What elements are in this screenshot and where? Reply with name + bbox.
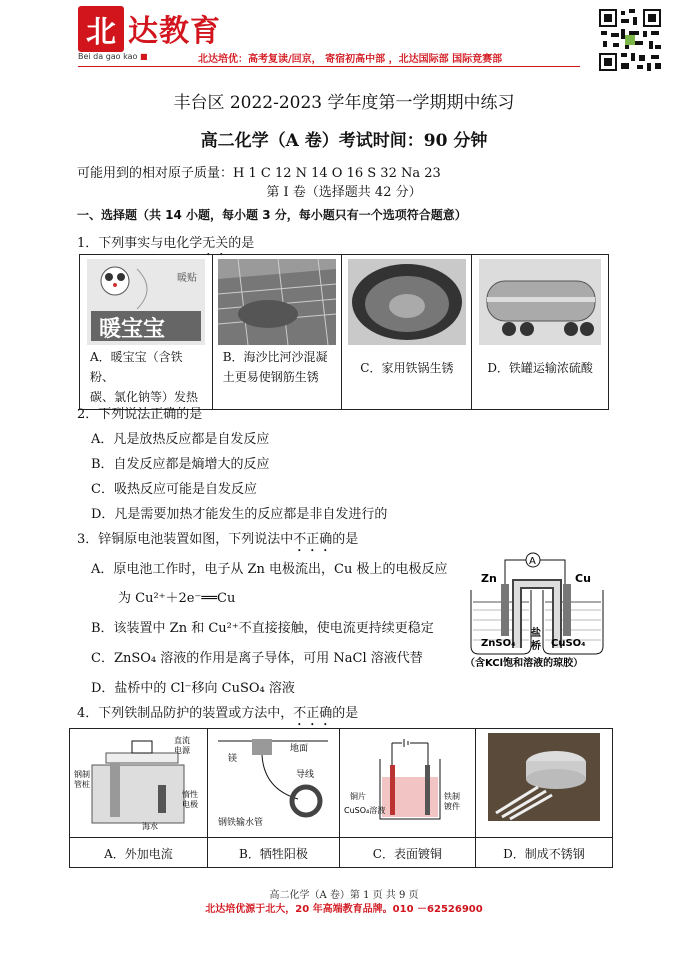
copper-plate-label: 铜片 — [349, 792, 366, 801]
q3-option-b[interactable]: B．该装置中 Zn 和 Cu²⁺不直接接触，使电流更持续更稳定 — [91, 621, 434, 636]
logo-name: 达教育 — [128, 14, 221, 49]
q1-option-a[interactable] — [80, 255, 213, 410]
q4-figure-c[interactable] — [339, 729, 475, 838]
q1-option-c[interactable] — [342, 255, 472, 410]
hand-warmer-small-label: 暖贴 — [176, 273, 197, 284]
sacrificial-anode-diagram — [208, 729, 338, 833]
pipe-label: 钢铁输水管 — [217, 818, 263, 828]
electroplating-diagram — [340, 729, 474, 833]
salt-bridge-caption: （含KCl饱和溶液的琼胶） — [465, 658, 584, 669]
footer-slogan: 北达培优源于北大，20 年高端教育品牌。010 －62526900 — [205, 904, 483, 915]
power-label: 直流 — [174, 736, 190, 745]
q2-option-a[interactable]: A．凡是放热反应都是自发反应 — [91, 432, 270, 447]
atomic-masses: 可能用到的相对原子质量：H 1 C 12 N 14 O 16 S 32 Na 23 — [77, 166, 441, 181]
power-label-2: 电源 — [174, 746, 190, 755]
header-tagline: 北达培优：高考复读/回京， 寄宿初高中部 ，北达国际部 国际竞赛部 — [198, 54, 503, 65]
section-heading: 一、选择题（共 14 小题，每小题 3 分，每小题只有一个选项符合题意） — [77, 208, 467, 222]
q1-option-d-label: D．铁罐运输浓硫酸 — [487, 361, 593, 375]
part-heading: 第 I 卷（选择题共 42 分） — [266, 185, 422, 200]
pile-label: 钢制 — [74, 770, 90, 779]
q1-options-table — [79, 254, 609, 410]
q2-option-b[interactable]: B．自发反应都是熵增大的反应 — [91, 457, 270, 472]
q4-option-d[interactable]: D．制成不锈钢 — [475, 838, 612, 868]
ammeter-label: A — [529, 556, 536, 567]
iron-part-label-2: 镀件 — [443, 802, 460, 811]
q4-options-table — [69, 728, 613, 868]
q1-option-b[interactable] — [212, 255, 342, 410]
galvanic-cell-diagram — [463, 550, 627, 672]
q3-option-a-cont: 为 Cu²⁺＋2e⁻══Cu — [118, 591, 236, 606]
hand-warmer-image — [87, 259, 205, 345]
q1-option-c-label: C．家用铁锅生锈 — [360, 361, 454, 375]
iron-part-label: 铁制 — [443, 792, 460, 801]
q3-option-c[interactable]: C．ZnSO₄ 溶液的作用是离子导体，可用 NaCl 溶液代替 — [91, 651, 423, 666]
seawater-label: 海水 — [142, 822, 158, 831]
q3-stem: 3．锌铜原电池装置如图，下列说法中不正确的是 — [77, 532, 359, 547]
logo-pinyin: Bei da gao kao ■ — [78, 52, 148, 61]
impressed-current-diagram — [70, 729, 206, 833]
q1-option-b-label: B．海沙比河沙混凝 土更易使钢筋生锈 — [222, 350, 328, 384]
salt-bridge-label-2: 桥 — [531, 641, 541, 652]
stainless-steel-image — [488, 733, 600, 821]
qr-code — [597, 7, 663, 73]
cu-electrode-label: Cu — [575, 572, 591, 585]
zn-electrode-label: Zn — [481, 572, 497, 585]
solution-label: CuSO₄溶液 — [343, 806, 386, 815]
q4-option-b[interactable]: B．牺牲阳极 — [207, 838, 339, 868]
magnesium-label: 镁 — [227, 754, 237, 764]
iron-pan-image — [348, 259, 466, 345]
q2-stem: 2．下列说法正确的是 — [77, 407, 203, 422]
q2-option-c[interactable]: C．吸热反应可能是自发反应 — [91, 482, 257, 497]
exam-subtitle: 高二化学（A 卷）考试时间：90 分钟 — [200, 131, 488, 151]
cuso4-label: CuSO₄ — [551, 638, 586, 649]
concrete-image — [218, 259, 336, 345]
page-number: 高二化学（A 卷）第 1 页 共 9 页 — [269, 890, 419, 901]
salt-bridge-label-1: 盐 — [531, 628, 541, 639]
pile-label-2: 管桩 — [74, 780, 90, 789]
q4-figure-b[interactable] — [207, 729, 339, 838]
q4-figure-d[interactable] — [475, 729, 612, 838]
brand-logo — [78, 6, 221, 62]
wire-label: 导线 — [295, 770, 314, 780]
q3-option-d[interactable]: D．盐桥中的 Cl⁻移向 CuSO₄ 溶液 — [91, 681, 295, 696]
q4-option-a[interactable]: A．外加电流 — [70, 838, 208, 868]
hand-warmer-big-label: 暖宝宝 — [98, 317, 165, 342]
q1-option-d[interactable] — [472, 255, 609, 410]
q4-option-c[interactable]: C．表面镀铜 — [339, 838, 475, 868]
q2-option-d[interactable]: D．凡是需要加热才能发生的反应都是非自发进行的 — [91, 507, 388, 522]
logo-mark: 北 — [78, 6, 124, 52]
q4-figure-a[interactable] — [70, 729, 208, 838]
inert-electrode-label: 惰性 — [182, 790, 198, 799]
q1-option-a-label: A．暖宝宝（含铁粉、 碳、氯化钠等）发热 — [90, 350, 199, 404]
header-divider — [78, 66, 580, 67]
q3-option-a[interactable]: A．原电池工作时，电子从 Zn 电极流出，Cu 极上的电极反应 — [91, 562, 448, 577]
znso4-label: ZnSO₄ — [481, 638, 516, 649]
tanker-image — [479, 259, 601, 345]
q4-stem: 4．下列铁制品防护的装置或方法中，不正确的是 — [77, 706, 359, 721]
inert-electrode-label-2: 电极 — [182, 800, 198, 809]
ground-label: 地面 — [289, 744, 308, 754]
exam-title: 丰台区 2022-2023 学年度第一学期期中练习 — [173, 93, 515, 113]
q1-stem: 1．下列事实与电化学无关的是 — [77, 236, 255, 251]
